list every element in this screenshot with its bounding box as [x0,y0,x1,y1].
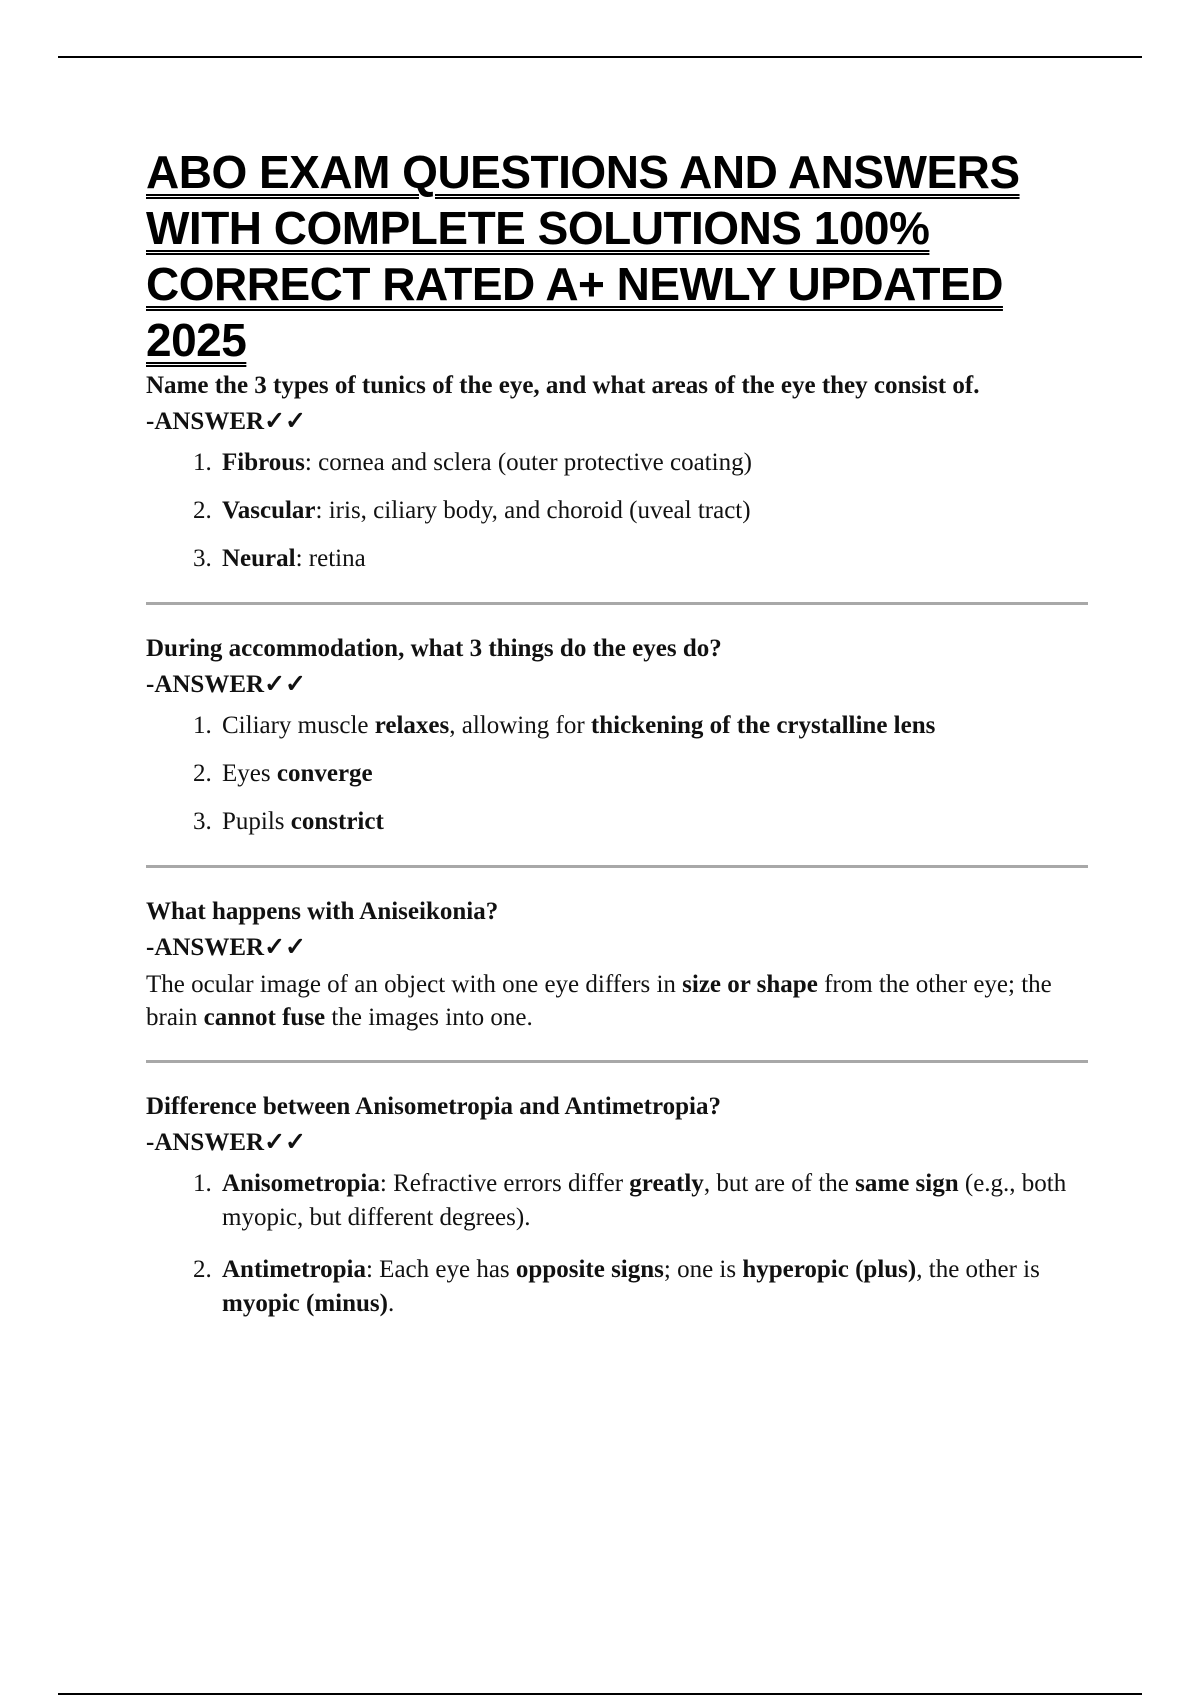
emphasis: cannot fuse [203,1004,326,1031]
question-text: Name the 3 types of tunics of the eye, and what areas of the eye they consist of. [146,372,980,399]
text: , but are of the [703,1170,856,1197]
text: (e.g., both myopic, but different degrees). [222,1170,1067,1231]
emphasis: hyperopic (plus) [742,1256,917,1283]
list-item [218,494,1088,528]
list-item [218,805,1088,839]
definition: : iris, ciliary body, and choroid (uveal tract) [315,497,751,524]
list-item [218,757,1088,791]
emphasis: opposite signs [515,1256,664,1283]
section-divider [146,602,1088,605]
term: Vascular [222,497,316,524]
emphasis: constrict [290,808,384,835]
title-line: WITH COMPLETE SOLUTIONS 100% [146,202,930,254]
text: , the other is [916,1256,1040,1283]
answer-label: -ANSWER✓✓ [146,1129,306,1156]
text: : Refractive errors differ [379,1170,630,1197]
text: from the other eye; the brain [146,971,1052,1031]
term: Anisometropia [222,1170,380,1197]
document-title [146,144,1088,368]
emphasis: thickening of the crystalline lens [590,712,936,739]
list-item [218,1253,1088,1321]
qa-tunics [146,368,1088,576]
qa-accommodation [146,631,1088,839]
question-text: During accommodation, what 3 things do the eyes do? [146,635,722,662]
qa-aniseikonia [146,894,1088,1034]
answer-label: -ANSWER✓✓ [146,671,306,698]
list-item [218,709,1088,743]
text: Ciliary muscle [222,712,375,739]
answer-paragraph [146,968,1088,1034]
answer-list [146,709,1088,839]
section-divider [146,1060,1088,1063]
title-line: CORRECT RATED A+ NEWLY UPDATED [146,258,1003,310]
text: : Each eye has [365,1256,516,1283]
text: the images into one. [325,1004,533,1031]
emphasis: greatly [629,1170,704,1197]
question-text: Difference between Anisometropia and Antimetropia? [146,1093,721,1120]
answer-list [146,1167,1088,1321]
document-body [146,144,1088,1339]
list-item [218,1167,1088,1235]
answer-list [146,446,1088,576]
answer-label: -ANSWER✓✓ [146,408,306,435]
list-item [218,446,1088,480]
text: Pupils [222,808,291,835]
term: Neural [222,545,296,572]
list-item [218,542,1088,576]
term: Fibrous [222,449,305,476]
emphasis: size or shape [682,971,818,998]
emphasis: relaxes [374,712,450,739]
question-text: What happens with Aniseikonia? [146,898,499,925]
text: . [387,1290,395,1317]
title-line: 2025 [146,314,247,366]
section-divider [146,865,1088,868]
text: ; one is [663,1256,743,1283]
title-line: ABO EXAM QUESTIONS AND ANSWERS [146,146,1020,198]
page-top-rule [58,56,1142,58]
emphasis: same sign [855,1170,959,1197]
text: Eyes [222,760,277,787]
page-bottom-rule [58,1693,1142,1695]
answer-label: -ANSWER✓✓ [146,934,306,961]
text: The ocular image of an object with one eye differs in [146,971,683,998]
definition: : retina [295,545,366,572]
emphasis: myopic (minus) [222,1290,388,1317]
emphasis: converge [276,760,373,787]
text: , allowing for [449,712,591,739]
term: Antimetropia [222,1256,366,1283]
definition: : cornea and sclera (outer protective coating) [304,449,752,476]
qa-anisometropia [146,1089,1088,1321]
